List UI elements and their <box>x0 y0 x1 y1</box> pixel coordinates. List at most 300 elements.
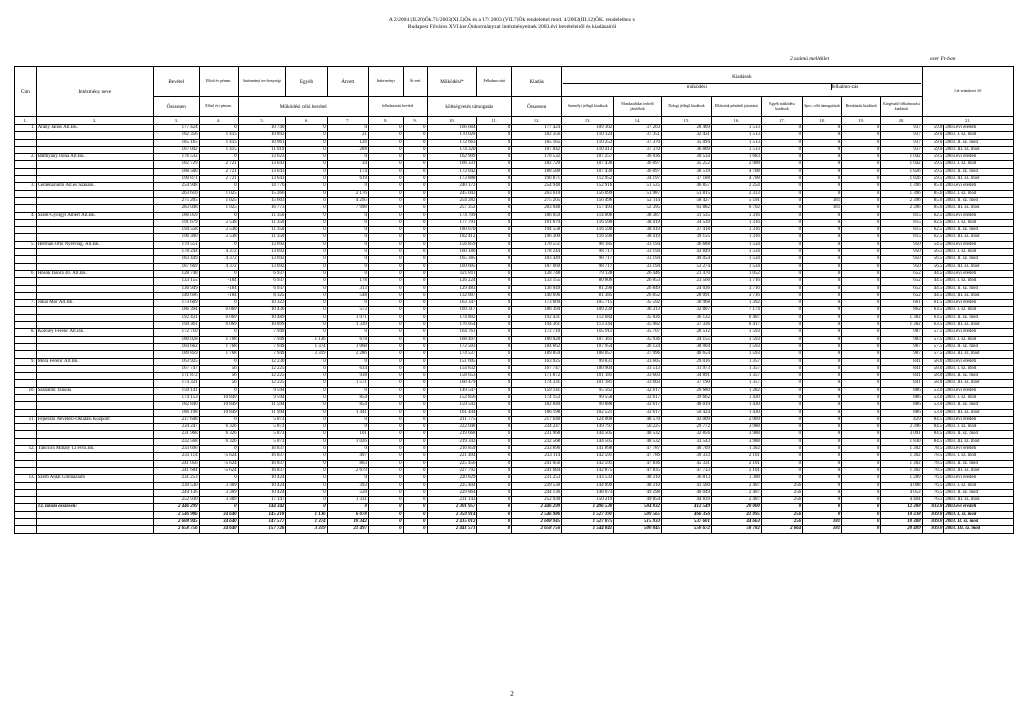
row-institution-name <box>36 205 153 212</box>
row-value: 0 <box>477 314 512 321</box>
summary-value: 1 527 191 <box>562 511 614 518</box>
row-value: 85.0 <box>922 190 944 197</box>
table-row <box>15 431 1014 438</box>
row-institution-name <box>36 285 153 292</box>
row-value: 619 <box>327 176 368 183</box>
row-value: 678 <box>327 336 368 343</box>
row-value: 0 <box>761 256 802 263</box>
row-value: 0 <box>761 212 802 219</box>
row-value: 32 856 <box>661 431 711 438</box>
row-value: 0 <box>368 416 403 423</box>
row-version: 2003. III. sz. mód <box>944 322 1014 329</box>
row-version: 2003. I. sz. mód <box>944 336 1014 343</box>
row-value: 31 535 <box>661 212 711 219</box>
row-value: 0 <box>803 241 842 248</box>
row-value: 63.5 <box>922 307 944 314</box>
row-value: 0 <box>368 292 403 299</box>
row-value: 0 <box>327 300 368 307</box>
row-value: 0 <box>803 234 842 241</box>
row-value: 661 <box>881 300 922 307</box>
row-value: 0 <box>286 416 327 423</box>
row-value: 0 <box>286 489 327 496</box>
row-value: 231 253 <box>512 475 562 482</box>
row-value: 186 059 <box>512 212 562 219</box>
row-value: 11 350 <box>238 234 286 241</box>
row-value: 0 <box>803 424 842 431</box>
table-row <box>15 300 1014 307</box>
unit-note: ezer Ft-ban <box>930 56 956 62</box>
row-value: 15 366 <box>238 190 286 197</box>
row-value: 110 124 <box>562 132 614 139</box>
summary-value: 0 <box>403 526 427 533</box>
row-value: 0 <box>477 329 512 336</box>
summary-value: 181 <box>803 519 842 526</box>
row-value: 0 <box>842 394 881 401</box>
row-value: 0 <box>803 387 842 394</box>
row-value: 0 <box>368 146 403 153</box>
row-version: 2003. I. sz. mód <box>944 249 1014 256</box>
row-version: 2003. III. sz. mód <box>944 263 1014 270</box>
row-value: 116 590 <box>562 234 614 241</box>
row-value: 0 <box>761 197 802 204</box>
row-value: 0 <box>477 402 512 409</box>
row-value: 0 <box>803 431 842 438</box>
row-value: 0 <box>199 475 238 482</box>
row-value: 5 873 <box>238 431 286 438</box>
row-value: 167 747 <box>512 365 562 372</box>
row-value: 0 <box>477 373 512 380</box>
row-institution-name: Centenáriumi Ált.és Szakisk. <box>36 183 153 190</box>
table-row <box>15 424 1014 431</box>
row-value: 13 643 <box>238 161 286 168</box>
row-value: 0 <box>761 227 802 234</box>
row-value: 0 <box>368 467 403 474</box>
row-value: 181 <box>803 205 842 212</box>
row-value: 1 430 <box>711 402 761 409</box>
row-value: 0 <box>368 278 403 285</box>
row-value: 3 988 <box>711 438 761 445</box>
row-value: 15 603 <box>238 197 286 204</box>
summary-version: 2003. II. sz. mód <box>944 519 1014 526</box>
row-cim <box>15 380 37 387</box>
row-value: 0 <box>803 460 842 467</box>
row-value: 142 591 <box>562 460 614 467</box>
row-value: -5 624 <box>199 453 238 460</box>
row-value: 0 <box>403 460 427 467</box>
row-value: 33 194 <box>614 263 662 270</box>
row-value: 1 513 <box>711 146 761 153</box>
row-value: 45 331 <box>661 460 711 467</box>
row-value: 0 <box>803 489 842 496</box>
row-institution-name <box>36 197 153 204</box>
row-value: 987 <box>881 343 922 350</box>
row-value: 37 190 <box>661 380 711 387</box>
row-value: 0 <box>286 300 327 307</box>
summary-value: 0 <box>842 504 881 511</box>
row-value: 102 521 <box>562 409 614 416</box>
col-number: 4. <box>199 117 238 125</box>
row-value: 160 180 <box>427 249 477 256</box>
col-felhalmozasi: Felhalmo-zási <box>477 67 512 97</box>
col-ellatottak: Ellátottak pénzbeli juttatásai <box>711 97 761 117</box>
row-value: 0 <box>403 205 427 212</box>
row-value: 34 539 <box>661 219 711 226</box>
row-value: 0 <box>286 219 327 226</box>
row-version: 2003.évi eredeti <box>944 270 1014 277</box>
row-value: 0 <box>803 358 842 365</box>
row-version: 2003.évi eredeti <box>944 212 1014 219</box>
row-value: 163 347 <box>427 300 477 307</box>
row-value: 0 <box>403 227 427 234</box>
row-value: 39 333 <box>661 453 711 460</box>
row-value: 2 396 <box>881 205 922 212</box>
row-value: 0 <box>199 183 238 190</box>
row-value: 11 019 <box>238 146 286 153</box>
col-munkaadoi: Munkaadókat terhelő járulékok <box>614 97 662 117</box>
summary-value: 34 640 <box>199 511 238 518</box>
row-value: 4 372 <box>199 256 238 263</box>
row-value: 2 176 <box>327 190 368 197</box>
row-value: 7 949 <box>238 329 286 336</box>
row-value: 0 <box>403 176 427 183</box>
table-row <box>15 497 1014 504</box>
row-value: 167 747 <box>153 365 199 372</box>
row-value: 0 <box>803 365 842 372</box>
row-value: 37 370 <box>614 139 662 146</box>
row-value: 252 930 <box>512 497 562 504</box>
row-value: 0 <box>842 460 881 467</box>
row-value: 652 <box>881 278 922 285</box>
row-value: 0 <box>761 270 802 277</box>
table-row <box>15 314 1014 321</box>
row-cim: 3. <box>15 183 37 190</box>
row-value: -184 <box>199 278 238 285</box>
row-value: 815 <box>881 234 922 241</box>
row-value: 1 302 <box>881 467 922 474</box>
row-value: 36 313 <box>614 307 662 314</box>
row-value: 5 873 <box>238 438 286 445</box>
row-value: 0 <box>803 183 842 190</box>
row-value: 1 025 <box>199 205 238 212</box>
row-value: 12 225 <box>238 373 286 380</box>
row-value: 0 <box>803 314 842 321</box>
row-institution-name <box>36 190 153 197</box>
row-value: 47 786 <box>614 453 662 460</box>
row-value: 0 <box>842 132 881 139</box>
row-value: 174 <box>327 168 368 175</box>
row-value: 53 274 <box>661 263 711 270</box>
row-institution-name: Sashalmi Tanoda <box>36 387 153 394</box>
row-value: 0 <box>761 146 802 153</box>
row-cim <box>15 314 37 321</box>
row-value: 0 <box>403 183 427 190</box>
row-value: 36 813 <box>661 475 711 482</box>
row-value: 937 <box>881 125 922 132</box>
row-value: 0 <box>761 278 802 285</box>
summary-value: 466 356 <box>661 511 711 518</box>
row-value: 0 <box>286 270 327 277</box>
row-value: 1 357 <box>711 358 761 365</box>
row-value: 652 <box>881 285 922 292</box>
row-institution-name: Jókai Mór Ált.Isk. <box>36 300 153 307</box>
table-row <box>15 446 1014 453</box>
table-row <box>15 394 1014 401</box>
row-value: 0 <box>842 234 881 241</box>
col-atvett2: Át-vett <box>403 67 427 97</box>
row-version: 2003. II. sz. mód <box>944 431 1014 438</box>
row-value: 63.5 <box>922 322 944 329</box>
table-row <box>15 219 1014 226</box>
row-value: 37 996 <box>614 351 662 358</box>
row-version: 2003. III. sz. mód <box>944 351 1014 358</box>
row-value: 0 <box>761 190 802 197</box>
row-value: 196 300 <box>512 234 562 241</box>
row-cim <box>15 307 37 314</box>
row-value: 0 <box>403 497 427 504</box>
row-value: 0 <box>368 227 403 234</box>
row-value: 0 <box>761 125 802 132</box>
row-cim <box>15 467 37 474</box>
row-value: 51 987 <box>614 190 662 197</box>
row-value: 1 534 <box>711 241 761 248</box>
col-dologi: Dologi jellegű kiadások <box>661 97 711 117</box>
row-value: 189 859 <box>512 351 562 358</box>
row-value: 254 948 <box>153 183 199 190</box>
col-number: 5. <box>238 117 286 125</box>
row-value: 0 <box>761 300 802 307</box>
row-value: 0 <box>842 475 881 482</box>
row-value: 112 684 <box>562 314 614 321</box>
row-value: 36 688 <box>661 241 711 248</box>
row-value: 1 415 <box>199 146 238 153</box>
row-value: 0 <box>761 351 802 358</box>
row-value: 0 <box>842 270 881 277</box>
row-value: 0 <box>842 154 881 161</box>
row-value: 0 <box>761 292 802 299</box>
row-value: 0 <box>842 424 881 431</box>
row-value: 0 <box>403 475 427 482</box>
row-value: 184 662 <box>153 343 199 350</box>
row-value: 0 <box>477 394 512 401</box>
row-value: 109 239 <box>562 307 614 314</box>
row-value: 190 871 <box>153 176 199 183</box>
row-value: 0 <box>286 125 327 132</box>
row-value: 11 350 <box>238 227 286 234</box>
row-value: -184 <box>199 292 238 299</box>
row-value: 32 617 <box>614 394 662 401</box>
row-value: 2 679 <box>327 467 368 474</box>
row-value: 126 <box>327 139 368 146</box>
table-row <box>15 212 1014 219</box>
row-value: 0 <box>403 307 427 314</box>
summary-value: 2 608 945 <box>512 519 562 526</box>
row-value: 59.0 <box>922 146 944 153</box>
row-value: 0 <box>368 139 403 146</box>
row-value: 0 <box>842 307 881 314</box>
row-value: 141 898 <box>562 446 614 453</box>
row-value: 85.0 <box>922 205 944 212</box>
table-row <box>15 329 1014 336</box>
summary-value: 3 319 <box>286 526 327 533</box>
row-value: 0 <box>403 431 427 438</box>
row-value: 10 961 <box>238 139 286 146</box>
row-cim: 2. <box>15 154 37 161</box>
row-value: 0 <box>403 489 427 496</box>
row-value: 0 <box>761 183 802 190</box>
row-value: 2 721 <box>199 168 238 175</box>
row-value: 0 <box>477 438 512 445</box>
row-value: 113 244 <box>562 322 614 329</box>
row-value: 234 247 <box>153 424 199 431</box>
row-cim <box>15 132 37 139</box>
row-value: 99 558 <box>562 394 614 401</box>
summary-value: 0 <box>842 526 881 533</box>
row-value: 0 <box>327 227 368 234</box>
row-value: 1 415 <box>199 132 238 139</box>
row-value: 98 185 <box>562 241 614 248</box>
row-value: 35 707 <box>614 329 662 336</box>
row-value: 0 <box>803 125 842 132</box>
row-value: 108 057 <box>562 351 614 358</box>
table-row <box>15 139 1014 146</box>
row-version: 2003. III. sz. mód <box>944 176 1014 183</box>
row-cim <box>15 205 37 212</box>
summary-value: 41 095 <box>711 511 761 518</box>
col-intezmenyi: Intéz-ményi <box>368 67 403 97</box>
row-value: 0 <box>842 227 881 234</box>
summary-value: 2 658 756 <box>512 526 562 533</box>
row-value: 3 319 <box>286 351 327 358</box>
summary-value: 0 <box>368 526 403 533</box>
felhalmozasi-sub-label: felhalmo-zás <box>831 84 921 90</box>
col-number: 7. <box>327 117 368 125</box>
row-version: 2003. I. sz. mód <box>944 219 1014 226</box>
col-number: 13. <box>562 117 614 125</box>
row-value: 194 558 <box>153 227 199 234</box>
row-value: 0 <box>842 125 881 132</box>
row-value: 0 <box>368 176 403 183</box>
row-value: 0 <box>842 212 881 219</box>
row-value: 0 <box>477 489 512 496</box>
summary-value: 2 664 <box>761 526 802 533</box>
row-value: 1 316 <box>711 212 761 219</box>
row-value: 1 571 <box>327 380 368 387</box>
row-value: 107 361 <box>562 336 614 343</box>
summary-value: 2 301 957 <box>427 504 477 511</box>
table-row <box>15 205 1014 212</box>
col-number: 20. <box>881 117 922 125</box>
row-version: 2003.évi eredeti <box>944 241 1014 248</box>
row-value: 58.0 <box>922 365 944 372</box>
row-value: 0 <box>842 161 881 168</box>
row-value: 1 396 <box>881 183 922 190</box>
row-value: 171 872 <box>153 373 199 380</box>
row-value: 6 407 <box>711 314 761 321</box>
row-institution-name: Móra Ferenc Ált.Isk. <box>36 358 153 365</box>
row-value: 1 768 <box>199 336 238 343</box>
row-value: 35 982 <box>614 322 662 329</box>
row-value: 0 <box>368 482 403 489</box>
col-elozo-ev: Előző év pénzm. <box>199 67 238 97</box>
row-value: 0 <box>803 212 842 219</box>
row-value: 0 <box>368 300 403 307</box>
row-cim <box>15 234 37 241</box>
row-value: 0 <box>368 212 403 219</box>
row-cim <box>15 292 37 299</box>
row-value: 172 042 <box>427 168 477 175</box>
row-value: 169 605 <box>427 263 477 270</box>
row-value: 40 709 <box>661 446 711 453</box>
row-value: 0 <box>368 438 403 445</box>
row-value: 110 413 <box>562 146 614 153</box>
row-value: 13 692 <box>238 256 286 263</box>
row-value: 0 <box>403 387 427 394</box>
row-value: 1 830 <box>881 438 922 445</box>
row-value: 28 409 <box>661 125 711 132</box>
row-value: 256 <box>761 489 802 496</box>
row-value: 56.5 <box>922 249 944 256</box>
row-value: 0 <box>477 270 512 277</box>
row-value: 142 875 <box>562 467 614 474</box>
table-row <box>15 263 1014 270</box>
row-version: 2003. II. sz. mód <box>944 343 1014 350</box>
row-version: 2003.évi eredeti <box>944 446 1014 453</box>
row-value: 1 282 <box>711 387 761 394</box>
row-value: 0 <box>803 219 842 226</box>
row-value: 0 <box>477 256 512 263</box>
summary-value: 181 <box>803 526 842 533</box>
row-value: 0 <box>803 154 842 161</box>
row-value: 52 114 <box>614 197 662 204</box>
row-value: 0 <box>477 497 512 504</box>
table-row <box>15 161 1014 168</box>
row-value: 178 244 <box>153 249 199 256</box>
row-value: 95 562 <box>562 387 614 394</box>
row-value: 174 331 <box>512 380 562 387</box>
row-value: 62.5 <box>922 234 944 241</box>
row-institution-name <box>36 402 153 409</box>
row-value: 159 141 <box>153 387 199 394</box>
row-value: 163 925 <box>512 358 562 365</box>
row-value: 1 025 <box>199 190 238 197</box>
row-value: 0 <box>327 387 368 394</box>
row-value: 59.5 <box>922 161 944 168</box>
row-institution-name <box>36 234 153 241</box>
row-value: 3 716 <box>711 292 761 299</box>
row-institution-name: Szent-Györgyi Albert Ált.Isk. <box>36 212 153 219</box>
summary-row <box>15 526 1014 533</box>
row-value: 0 <box>477 176 512 183</box>
row-version: 2003.évi eredeti <box>944 300 1014 307</box>
row-value: 216 859 <box>427 446 477 453</box>
row-value: 105 715 <box>562 300 614 307</box>
col-cim: Cím <box>15 67 37 117</box>
row-value: 6 702 <box>711 205 761 212</box>
row-value: 0 <box>286 365 327 372</box>
row-value: 157 493 <box>562 205 614 212</box>
row-value: 98 717 <box>562 249 614 256</box>
row-institution-name <box>36 161 153 168</box>
col-atvett: Átvett <box>327 67 368 97</box>
row-value: 162 909 <box>427 154 477 161</box>
row-value: 109 302 <box>562 125 614 132</box>
row-value: 58.0 <box>922 358 944 365</box>
row-value: 0 <box>761 416 802 423</box>
row-institution-name <box>36 292 153 299</box>
row-value: 186 394 <box>512 307 562 314</box>
row-value: 11 594 <box>238 402 286 409</box>
row-value: 48 570 <box>614 416 662 423</box>
